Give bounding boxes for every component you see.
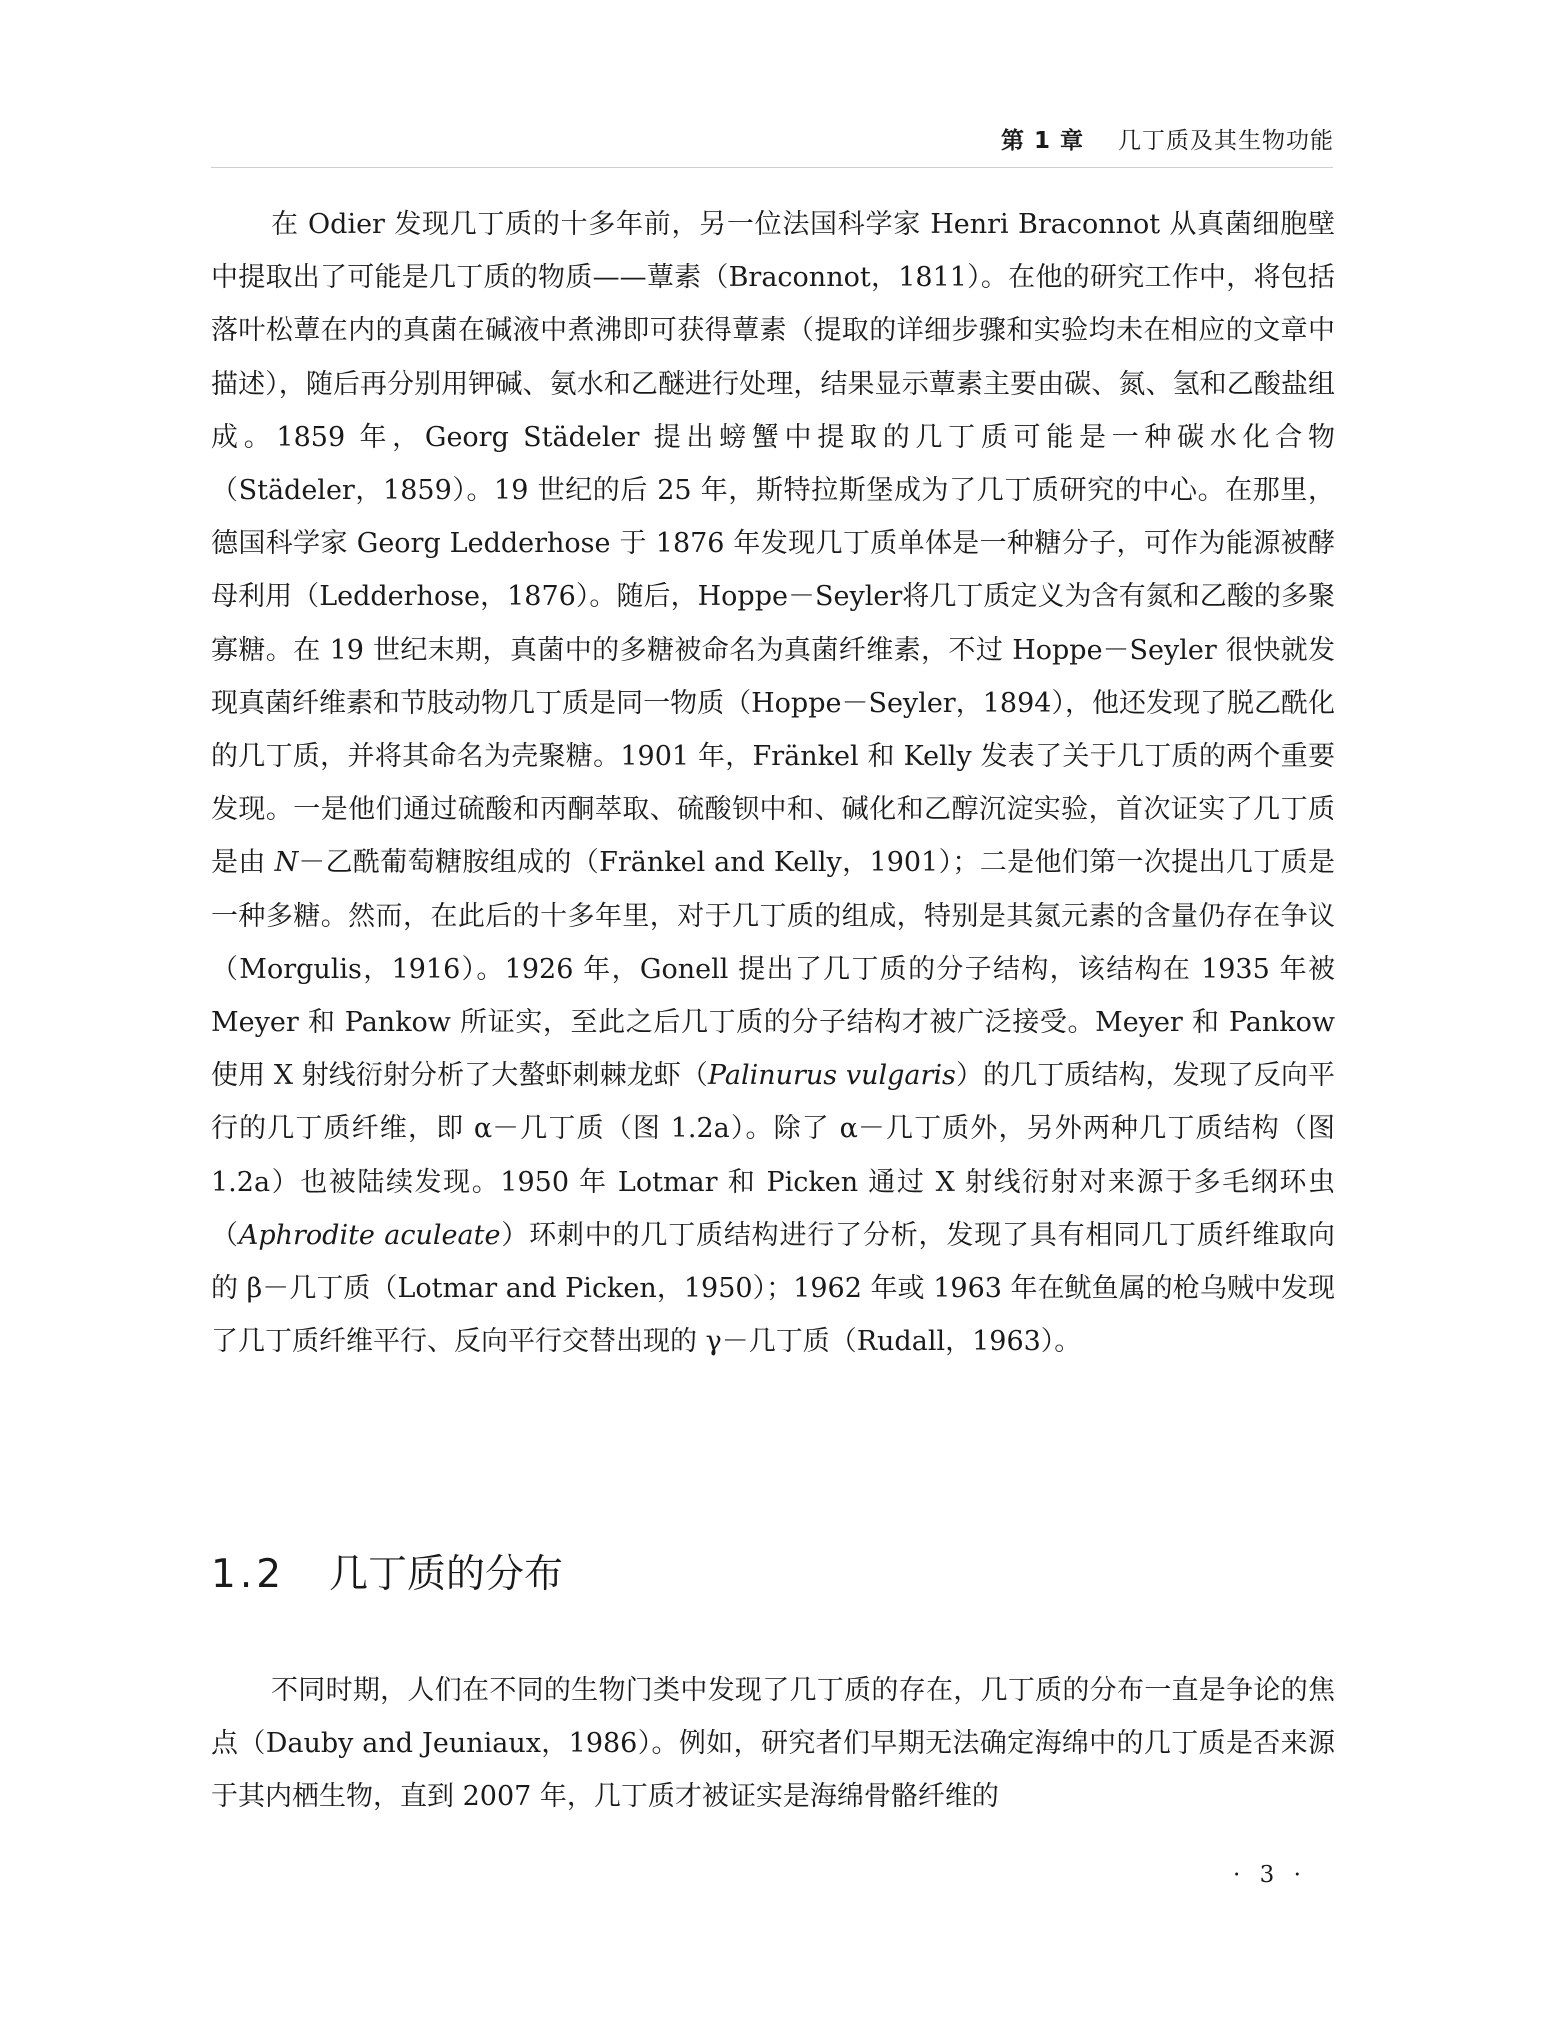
chapter-title: 几丁质及其生物功能 — [1118, 128, 1334, 154]
text-run: ）的几丁质结构，发现了反向平行的几丁质纤维，即 α－几丁质（图 1.2a）。除了 α－几丁质外，另外两种几丁质结构（图 1.2a）也被陆续发现。1950 年 Lotmar 和 Picken 通过 X 射线衍射对来源于多毛纲环虫（ — [211, 1060, 1336, 1251]
italic-term: N — [274, 847, 299, 879]
chapter-label: 第 1 章 — [1000, 128, 1084, 154]
text-run: －乙酰葡萄糖胺组成的（Fränkel and Kelly，1901）；二是他们第一次提出几丁质是一种多糖。然而，在此后的十多年里，对于几丁质的组成，特别是其氮元素的含量仍存在争议（Morgulis，1916）。1926 年，Gonell 提出了几丁质的分子结构，该结构在 1935 年被 Meyer 和 Pankow 所证实，至此之后几丁质的分子结构才被广泛接受。Meyer 和 Pankow 使用 X 射线衍射分析了大螯虾刺棘龙虾（ — [211, 847, 1335, 1092]
history-paragraph — [211, 198, 1335, 1368]
distribution-paragraph — [211, 1664, 1335, 1824]
species-name: Palinurus vulgaris — [707, 1060, 956, 1092]
header-divider — [211, 167, 1333, 168]
section-heading — [211, 1543, 563, 1599]
running-header — [1001, 122, 1334, 155]
page-number: · 3 · — [1233, 1862, 1307, 1888]
section-number: 1.2 — [211, 1552, 286, 1597]
species-name: Aphrodite aculeate — [238, 1219, 501, 1251]
text-run: ）环刺中的几丁质结构进行了分析，发现了具有相同几丁质纤维取向的 β－几丁质（Lotmar and Picken，1950）；1962 年或 1963 年在鱿鱼属的枪乌贼中发现了几丁质纤维平行、反向平行交替出现的 γ－几丁质（Rudall，1963）。 — [211, 1219, 1336, 1358]
paragraph-text — [211, 198, 1335, 1368]
section-title: 几丁质的分布 — [329, 1552, 564, 1597]
text-run: 在 Odier 发现几丁质的十多年前，另一位法国科学家 Henri Braconnot 从真菌细胞壁中提取出了可能是几丁质的物质——蕈素（Braconnot，1811）。在他的研究工作中，将包括落叶松蕈在内的真菌在碱液中煮沸即可获得蕈素（提取的详细步骤和实验均未在相应的文章中描述），随后再分别用钾碱、氨水和乙醚进行处理，结果显示蕈素主要由碳、氮、氢和乙酸盐组成。1859 年，Georg Städeler 提出螃蟹中提取的几丁质可能是一种碳水化合物（Städeler，1859）。19 世纪的后 25 年，斯特拉斯堡成为了几丁质研究的中心。在那里，德国科学家 Georg Ledderhose 于 1876 年发现几丁质单体是一种糖分子，可作为能源被酵母利用（Ledderhose，1876）。随后，Hoppe－Seyler将几丁质定义为含有氮和乙酸的多聚寡糖。在 19 世纪末期，真菌中的多糖被命名为真菌纤维素，不过 Hoppe－Seyler 很快就发现真菌纤维素和节肢动物几丁质是同一物质（Hoppe－Seyler，1894），他还发现了脱乙酰化的几丁质，并将其命名为壳聚糖。1901 年，Fränkel 和 Kelly 发表了关于几丁质的两个重要发现。一是他们通过硫酸和丙酮萃取、硫酸钡中和、碱化和乙醇沉淀实验，首次证实了几丁质是由 — [211, 209, 1335, 879]
paragraph-text: 不同时期，人们在不同的生物门类中发现了几丁质的存在，几丁质的分布一直是争论的焦点（Dauby and Jeuniaux，1986）。例如，研究者们早期无法确定海绵中的几丁质是否来源于其内栖生物，直到 2007 年，几丁质才被证实是海绵骨骼纤维的 — [211, 1675, 1335, 1813]
